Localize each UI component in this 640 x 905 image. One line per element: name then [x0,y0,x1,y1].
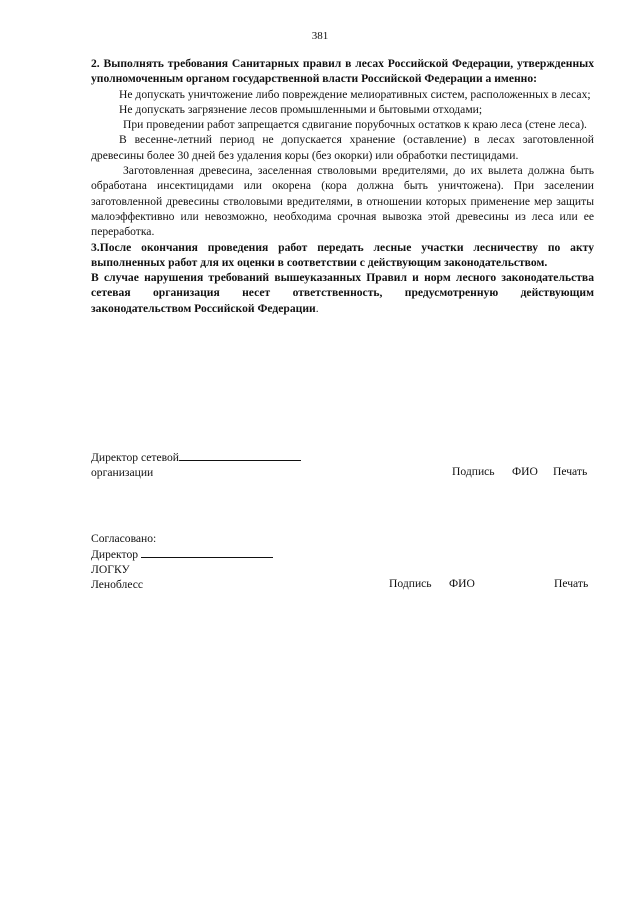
requirement-item: Заготовленная древесина, заселенная стволовыми вредителями, до их вылета должна быть обработана инсектицидами или окорена (кора должна быть уничтожена). При заселении заготовленной древесины стволовыми вредителями, в отношении которых применение мер защиты малоэффективно или невозможно, необходима срочная вывозка этой древесины из леса или ее переработка. [91,164,594,239]
fio-label: ФИО [449,577,475,590]
sign-label: Подпись [389,577,432,590]
director-label: Директор [91,548,139,561]
agreed-label: Согласовано: [91,532,157,545]
stamp-label: Печать [553,465,588,478]
org-label-lenobles: Леноблесс [91,578,144,591]
director-network-label: Директор сетевой [91,451,179,464]
sign-label: Подпись [452,465,495,478]
liability-period: . [315,301,319,315]
requirement-item: Не допускать загрязнение лесов промышленными и бытовыми отходами; [119,102,483,116]
section-3-text: 3.После окончания проведения работ передать лесные участки лесничеству по акту выполненных работ для их оценки в соответствии с действующим законодательством. [91,240,594,269]
organization-label: организации [91,466,154,479]
network-director-signature [91,449,301,480]
signature-director-line [91,449,301,465]
liability-text: В случае нарушения требований вышеуказанных Правил и норм лесного законодательства сетевая организация несет ответственность, предусмотренную действующим законодательством Российской Федерации [91,271,594,315]
org-label-logku: ЛОГКУ [91,563,130,576]
requirement-item: При проведении работ запрещается сдвигание порубочных остатков к краю леса (стене леса). [123,118,587,132]
section-2-heading: 2. Выполнять требования Санитарных правил в лесах Российской Федерации, утвержденных уполномоченным органом государственной власти Российской Федерации а именно: [91,57,594,86]
signature-blank-line [179,449,301,461]
liability-paragraph [91,270,594,316]
approval-director-line [91,546,273,562]
document-body [91,56,594,316]
stamp-label: Печать [554,577,589,590]
fio-label: ФИО [512,465,538,478]
requirement-item: Не допускать уничтожение либо повреждение мелиоративных систем, расположенных в лесах; [119,87,591,101]
requirement-item: В весенне-летний период не допускается хранение (оставление) в лесах заготовленной древесины более 30 дней без удаления коры (без окорки) или обработки пестицидами. [91,133,594,162]
approval-signature [91,531,273,592]
page-number: 381 [311,30,329,42]
signature-blank-line [141,546,273,558]
